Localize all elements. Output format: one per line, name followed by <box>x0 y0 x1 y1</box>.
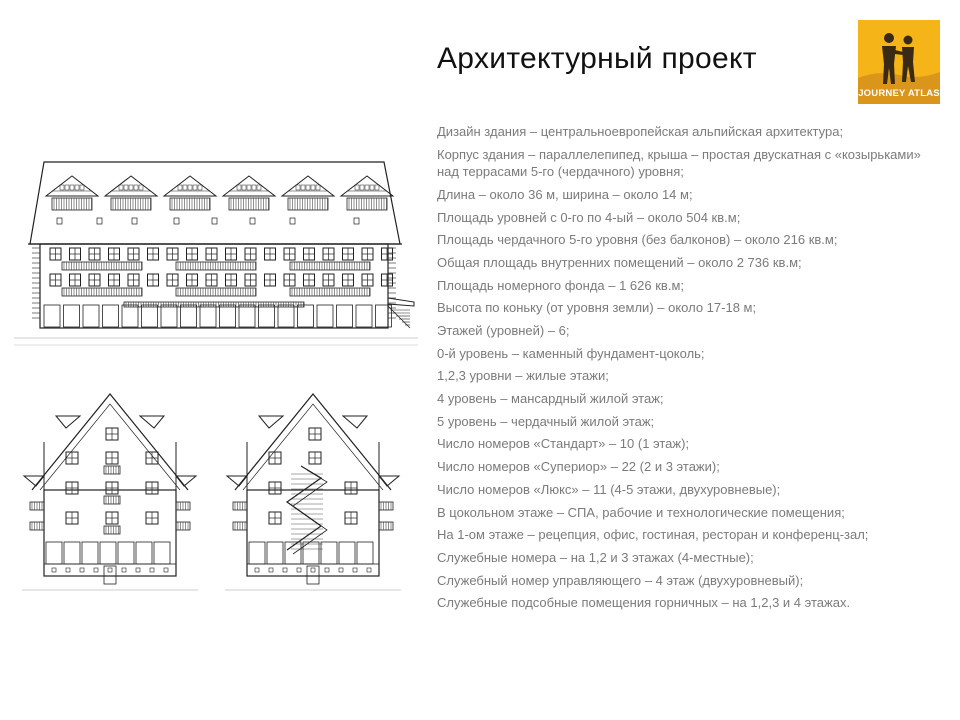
spec-item: Служебный номер управляющего – 4 этаж (двухуровневый); <box>437 572 804 588</box>
spec-list <box>437 123 937 617</box>
side-elevation-stairs-drawing <box>225 390 401 596</box>
spec-item: Служебные номера – на 1,2 и 3 этажах (4-местные); <box>437 549 754 565</box>
spec-item: Корпус здания – параллелепипед, крыша – простая двускатная с «козырьками» над террасами 5-го (чердачного) уровня; <box>437 146 921 180</box>
spec-item: Служебные подсобные помещения горничных – на 1,2,3 и 4 этажах. <box>437 595 851 611</box>
spec-item: Число номеров «Люкс» – 11 (4-5 этажи, двухуровневые); <box>437 481 781 497</box>
spec-item: 0-й уровень – каменный фундамент-цоколь; <box>437 345 705 361</box>
side-elevation-drawing <box>22 390 198 596</box>
spec-item: Общая площадь внутренних помещений – около 2 736 кв.м; <box>437 254 802 270</box>
spec-item: 1,2,3 уровни – жилые этажи; <box>437 368 609 384</box>
page-title: Архитектурный проект <box>437 42 757 75</box>
spec-item: Высота по коньку (от уровня земли) – около 17-18 м; <box>437 300 757 316</box>
spec-item: Длина – около 36 м, ширина – около 14 м; <box>437 186 693 202</box>
spec-item: В цокольном этаже – СПА, рабочие и технологические помещения; <box>437 504 845 520</box>
spec-item: Число номеров «Супериор» – 22 (2 и 3 этажи); <box>437 459 720 475</box>
journey-atlas-logo <box>858 20 940 104</box>
spec-item: 5 уровень – чердачный жилой этаж; <box>437 413 655 429</box>
spec-item: Этажей (уровней) – 6; <box>437 323 570 338</box>
logo-text: JOURNEY ATLAS <box>858 88 940 99</box>
spec-item: Площадь номерного фонда – 1 626 кв.м; <box>437 277 684 293</box>
front-elevation-drawing <box>14 140 418 352</box>
spec-item: Площадь уровней с 0-го по 4-ый – около 504 кв.м; <box>437 209 741 225</box>
spec-item: Площадь чердачного 5-го уровня (без балконов) – около 216 кв.м; <box>437 232 838 248</box>
spec-item: На 1-ом этаже – рецепция, офис, гостиная, ресторан и конференц-зал; <box>437 527 869 543</box>
spec-item: 4 уровень – мансардный жилой этаж; <box>437 391 664 407</box>
spec-item: Число номеров «Стандарт» – 10 (1 этаж); <box>437 436 690 452</box>
spec-item: Дизайн здания – центральноевропейская альпийская архитектура; <box>437 124 844 139</box>
